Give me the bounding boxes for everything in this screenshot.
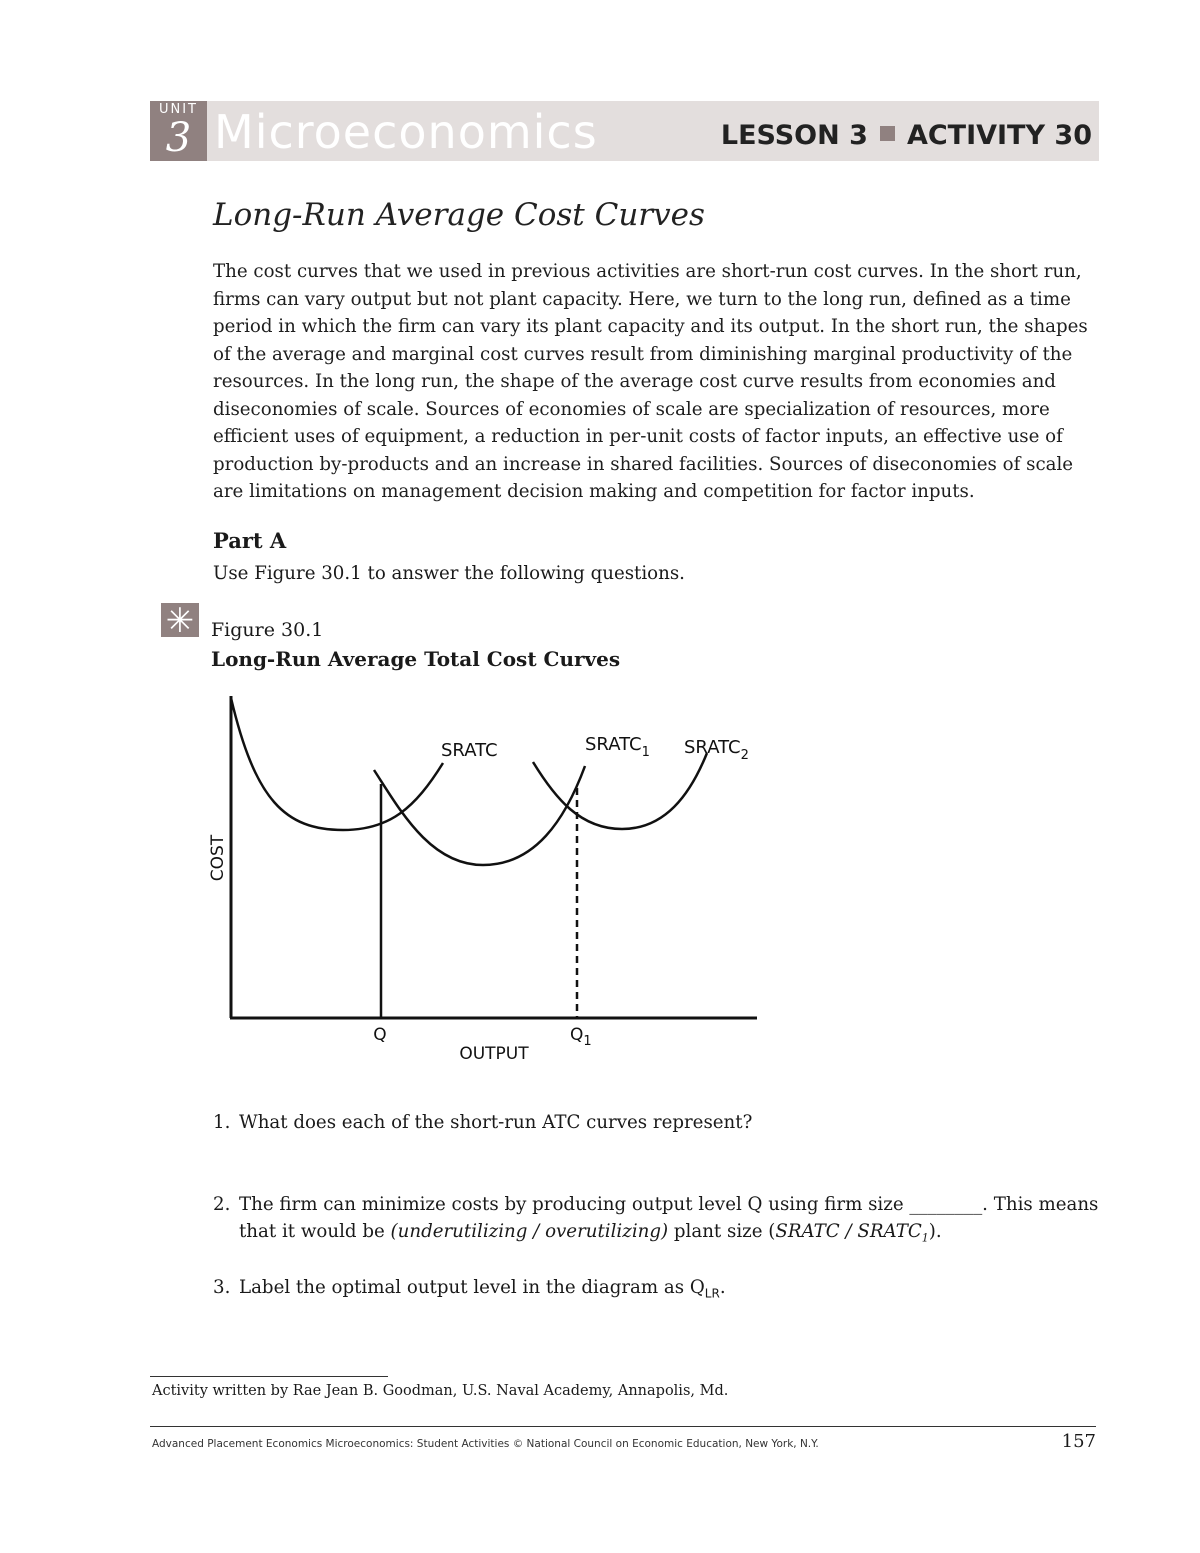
y-axis-label: COST bbox=[208, 834, 228, 882]
square-separator-icon bbox=[880, 126, 895, 141]
question-number: 1. bbox=[213, 1112, 231, 1133]
asterisk-icon: ✳ bbox=[161, 603, 199, 637]
x-tick-q1: $Q_1$ bbox=[570, 1025, 592, 1049]
figure-title: Long-Run Average Total Cost Curves bbox=[211, 647, 621, 671]
unit-title: Microeconomics bbox=[214, 105, 598, 159]
cost-curve-chart bbox=[195, 690, 785, 1075]
question-1 bbox=[213, 1109, 752, 1136]
page-number: 157 bbox=[1061, 1431, 1096, 1452]
unit-number: 3 bbox=[165, 115, 192, 161]
footer-credit: Advanced Placement Economics Microeconomics: Student Activities © National Council on Economic Education, New York, N.Y. bbox=[152, 1438, 819, 1450]
subscript-lr: LR bbox=[704, 1286, 720, 1301]
question-text-cont: . This means bbox=[982, 1194, 1099, 1215]
activity-label: ACTIVITY 30 bbox=[906, 120, 1092, 151]
unit-label: UNIT bbox=[158, 102, 198, 117]
answer-blank[interactable]: ________ bbox=[909, 1194, 983, 1215]
footer-rule bbox=[150, 1426, 1096, 1427]
lesson-activity bbox=[721, 119, 1092, 153]
question-text-plant: plant size ( bbox=[673, 1221, 776, 1242]
sratc-1-curve bbox=[374, 766, 585, 865]
sratc-2-label: $SRATC_2$ bbox=[684, 737, 749, 763]
question-2 bbox=[213, 1191, 1098, 1252]
figure-number: Figure 30.1 bbox=[211, 619, 324, 641]
question-text-end: ). bbox=[928, 1221, 942, 1242]
sratc-1-label: $SRATC_1$ bbox=[585, 734, 650, 760]
sratc-label: SRATC bbox=[441, 740, 498, 761]
question-3 bbox=[213, 1274, 726, 1308]
lesson-label: LESSON 3 bbox=[720, 120, 868, 151]
question-text: The firm can minimize costs by producing output level Q using firm size bbox=[239, 1194, 904, 1215]
plant-size-options: SRATC / $SRATC_1$ bbox=[775, 1221, 929, 1245]
footnote: Activity written by Rae Jean B. Goodman, U.S. Naval Academy, Annapolis, Md. bbox=[152, 1383, 729, 1399]
part-a-heading: Part A bbox=[213, 528, 287, 553]
x-tick-q: Q bbox=[373, 1025, 387, 1045]
page-title: Long-Run Average Cost Curves bbox=[213, 197, 705, 233]
question-number: 2. bbox=[213, 1194, 231, 1215]
footnote-rule bbox=[150, 1376, 388, 1377]
question-period: . bbox=[719, 1277, 726, 1298]
sratc-curve bbox=[231, 698, 443, 830]
question-number: 3. bbox=[213, 1277, 231, 1298]
utilization-options: (underutilizing / overutilizing) bbox=[390, 1221, 669, 1242]
part-a-instruction: Use Figure 30.1 to answer the following questions. bbox=[213, 563, 685, 584]
x-axis-label: OUTPUT bbox=[459, 1044, 529, 1064]
unit-badge bbox=[150, 101, 207, 161]
question-text-line-2: that it would be bbox=[239, 1221, 385, 1242]
question-text: What does each of the short-run ATC curves represent? bbox=[239, 1112, 753, 1133]
intro-paragraph: The cost curves that we used in previous activities are short-run cost curves. In the short run, firms can vary output but not plant capacity. Here, we turn to the long run, defined as a time period in which the firm can vary its plant capacity and its output. In the short run, the shapes of the average and marginal cost curves result from diminishing marginal productivity of the resources. In the long run, the shape of the average cost curve results from economies and diseconomies of scale. Sources of economies of scale are specialization of resources, more efficient uses of equipment, a reduction in per-unit costs of factor inputs, an effective use of production by-products and an increase in shared facilities. Sources of diseconomies of scale are limitations on management decision making and competition for factor inputs. bbox=[213, 261, 1088, 502]
question-text: Label the optimal output level in the diagram as Q bbox=[239, 1277, 705, 1298]
